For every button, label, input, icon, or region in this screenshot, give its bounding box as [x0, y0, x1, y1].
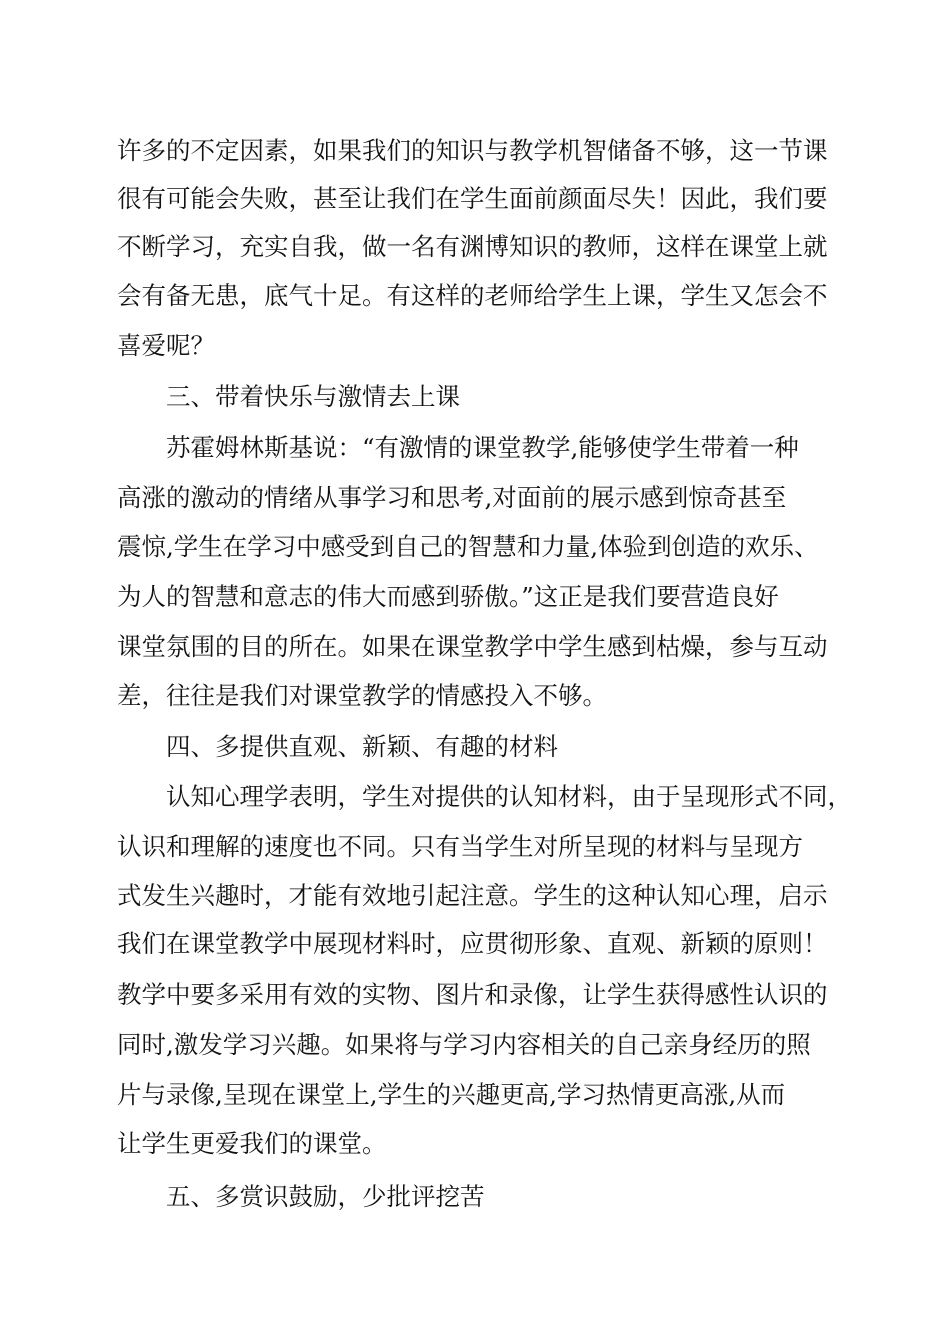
- paragraph-line: 片与录像,呈现在课堂上,学生的兴趣更高,学习热情更高涨,从而: [117, 1080, 786, 1109]
- paragraph-line: 差，往往是我们对课堂教学的情感投入不够。: [117, 681, 607, 710]
- paragraph-line: 为人的智慧和意志的伟大而感到骄傲。”这正是我们要营造良好: [117, 582, 779, 611]
- section-heading: 五、多赏识鼓励，少批评挖苦: [166, 1182, 485, 1211]
- paragraph-line: 许多的不定因素，如果我们的知识与教学机智储备不够，这一节课: [117, 136, 828, 165]
- paragraph-line: 高涨的激动的情绪从事学习和思考,对面前的展示感到惊奇甚至: [117, 483, 787, 512]
- paragraph-line: 会有备无患，底气十足。有这样的老师给学生上课，学生又怎会不: [117, 281, 828, 310]
- section-heading: 四、多提供直观、新颖、有趣的材料: [166, 732, 558, 761]
- paragraph-line: 喜爱呢？: [117, 331, 215, 360]
- paragraph-line: 同时,激发学习兴趣。如果将与学习内容相关的自己亲身经历的照: [117, 1030, 811, 1059]
- paragraph-line: 课堂氛围的目的所在。如果在课堂教学中学生感到枯燥，参与互动: [117, 632, 828, 661]
- paragraph-line: 式发生兴趣时，才能有效地引起注意。学生的这种认知心理，启示: [117, 881, 828, 910]
- paragraph-line: 震惊,学生在学习中感受到自己的智慧和力量,体验到创造的欢乐、: [117, 532, 819, 561]
- paragraph-line: 苏霍姆林斯基说：“有激情的课堂教学,能够使学生带着一种: [166, 433, 799, 462]
- paragraph-line: 认知心理学表明，学生对提供的认知材料，由于呈现形式不同，: [166, 782, 852, 811]
- paragraph-line: 我们在课堂教学中展现材料时，应贯彻形象、直观、新颖的原则！: [117, 929, 828, 958]
- paragraph-line: 不断学习，充实自我，做一名有渊博知识的教师，这样在课堂上就: [117, 232, 828, 261]
- paragraph-line: 让学生更爱我们的课堂。: [117, 1129, 387, 1158]
- section-heading: 三、带着快乐与激情去上课: [166, 382, 460, 411]
- paragraph-line: 很有可能会失败，甚至让我们在学生面前颜面尽失！因此，我们要: [117, 184, 828, 213]
- paragraph-line: 认识和理解的速度也不同。只有当学生对所呈现的材料与呈现方: [117, 832, 803, 861]
- paragraph-line: 教学中要多采用有效的实物、图片和录像，让学生获得感性认识的: [117, 980, 828, 1009]
